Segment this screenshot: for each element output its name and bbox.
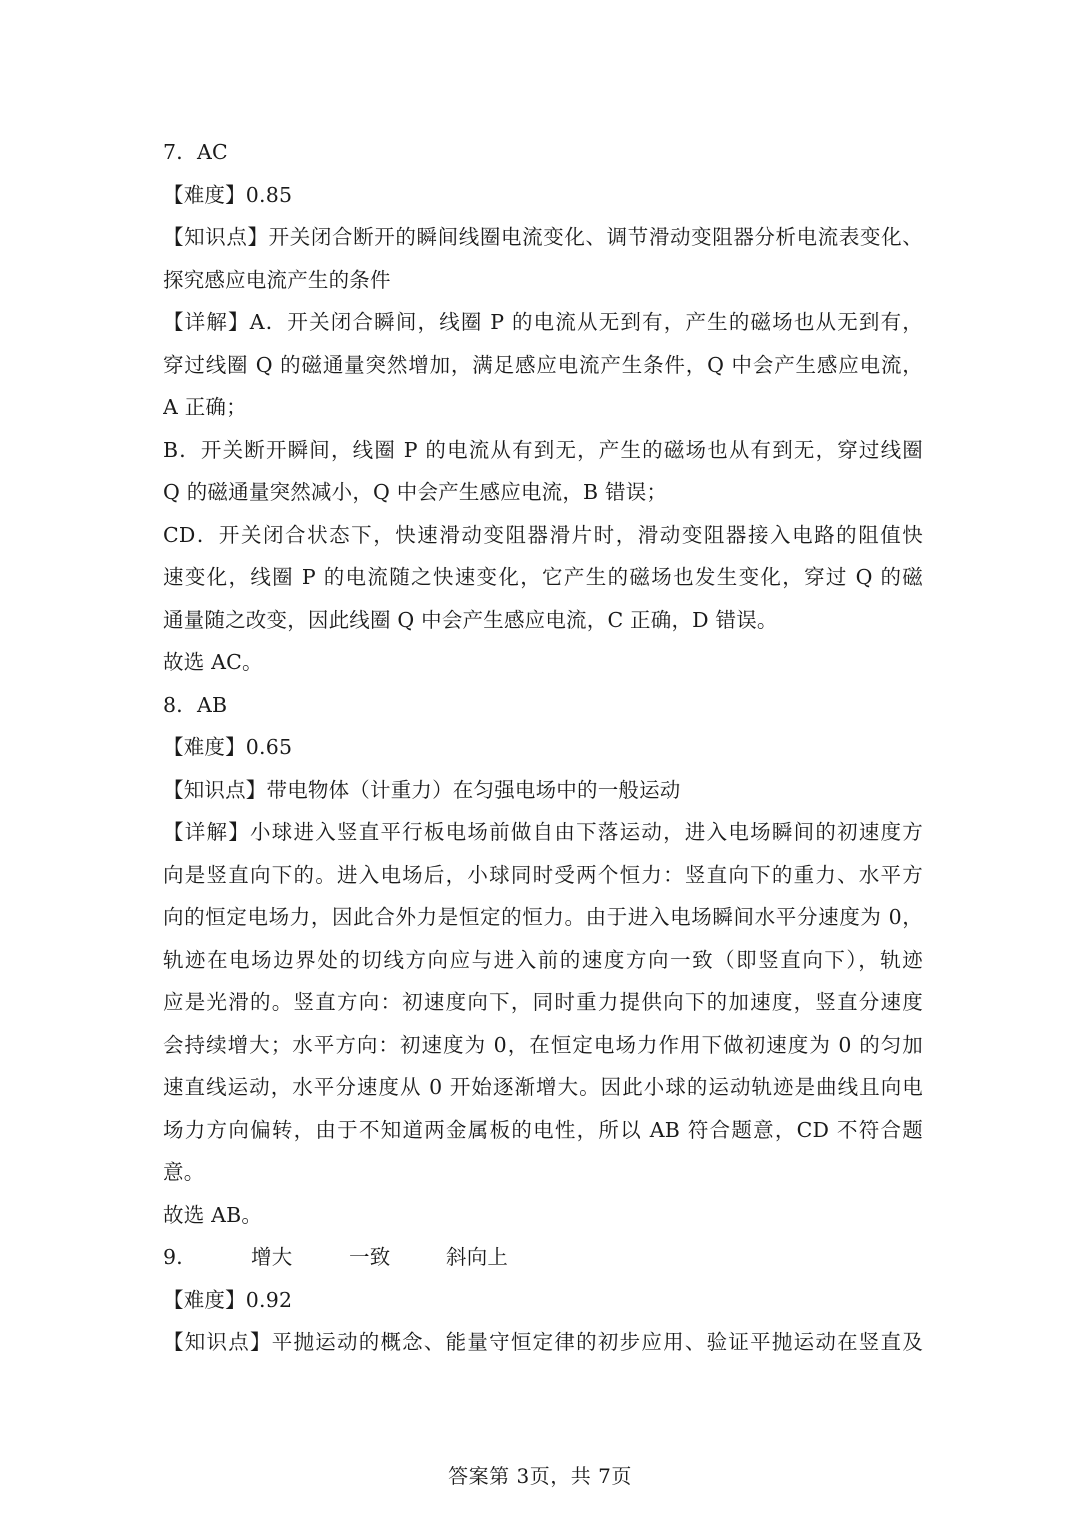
q9-answer-1: 增大 [251, 1245, 293, 1269]
q8-detail-line-9: 意。 [163, 1160, 205, 1184]
q7-difficulty: 【难度】0.85 [163, 182, 293, 207]
page-footer: 答案第 3页，共 7页 [448, 1464, 632, 1488]
q8-conclusion: 故选 AB。 [163, 1202, 263, 1227]
q9-answer-3: 斜向上 [446, 1245, 509, 1269]
q9-answer-2: 一致 [349, 1245, 391, 1269]
q8-detail-line-3: 向的恒定电场力，因此合外力是恒定的恒力。由于进入电场瞬间水平分速度为 0， [163, 905, 923, 929]
q7-detail-line-2: 穿过线圈 Q 的磁通量突然增加，满足感应电流产生条件，Q 中会产生感应电流， [163, 352, 923, 377]
q7-answer: 7．AC [163, 140, 228, 164]
q9-number: 9． [163, 1245, 197, 1269]
q9-knowledge: 【知识点】平抛运动的概念、能量守恒定律的初步应用、验证平抛运动在竖直及 [163, 1330, 923, 1354]
q8-detail-line-1: 【详解】小球进入竖直平行板电场前做自由下落运动，进入电场瞬间的初速度方 [163, 820, 923, 844]
q7-detail-line-1: 【详解】A．开关闭合瞬间，线圈 P 的电流从无到有，产生的磁场也从无到有， [163, 310, 923, 334]
q8-detail-line-5: 应是光滑的。竖直方向：初速度向下，同时重力提供向下的加速度，竖直分速度 [163, 990, 923, 1014]
q8-difficulty: 【难度】0.65 [163, 735, 293, 759]
q7-detail-line-4: B．开关断开瞬间，线圈 P 的电流从有到无，产生的磁场也从有到无，穿过线圈 [163, 437, 923, 462]
q7-detail-line-6: CD．开关闭合状态下，快速滑动变阻器滑片时，滑动变阻器接入电路的阻值快 [163, 522, 923, 547]
q8-detail-line-8: 场力方向偏转，由于不知道两金属板的电性，所以 AB 符合题意，CD 不符合题 [163, 1117, 923, 1142]
q8-detail-line-2: 向是竖直向下的。进入电场后，小球同时受两个恒力：竖直向下的重力、水平方 [163, 862, 923, 887]
q7-conclusion: 故选 AC。 [163, 650, 263, 674]
q7-detail-line-8: 通量随之改变，因此线圈 Q 中会产生感应电流，C 正确，D 错误。 [163, 607, 778, 632]
q7-detail-line-3: A 正确； [163, 395, 247, 419]
q8-detail-line-6: 会持续增大；水平方向：初速度为 0，在恒定电场力作用下做初速度为 0 的匀加 [163, 1032, 923, 1057]
q9-difficulty: 【难度】0.92 [163, 1287, 293, 1312]
q7-knowledge-line-1: 【知识点】开关闭合断开的瞬间线圈电流变化、调节滑动变阻器分析电流表变化、 [163, 225, 923, 249]
q7-detail-line-5: Q 的磁通量突然减小，Q 中会产生感应电流，B 错误； [163, 480, 668, 504]
answer-content [163, 131, 923, 1364]
q9-answer [163, 1236, 923, 1279]
q8-detail-line-4: 轨迹在电场边界处的切线方向应与进入前的速度方向一致（即竖直向下），轨迹 [163, 947, 923, 972]
q8-detail-line-7: 速直线运动，水平分速度从 0 开始逐渐增大。因此小球的运动轨迹是曲线且向电 [163, 1075, 923, 1099]
q8-answer: 8．AB [163, 692, 228, 717]
q7-knowledge-line-2: 探究感应电流产生的条件 [163, 267, 391, 292]
q7-detail-line-7: 速变化，线圈 P 的电流随之快速变化，它产生的磁场也发生变化，穿过 Q 的磁 [163, 565, 923, 589]
q8-knowledge: 【知识点】带电物体（计重力）在匀强电场中的一般运动 [163, 777, 681, 802]
